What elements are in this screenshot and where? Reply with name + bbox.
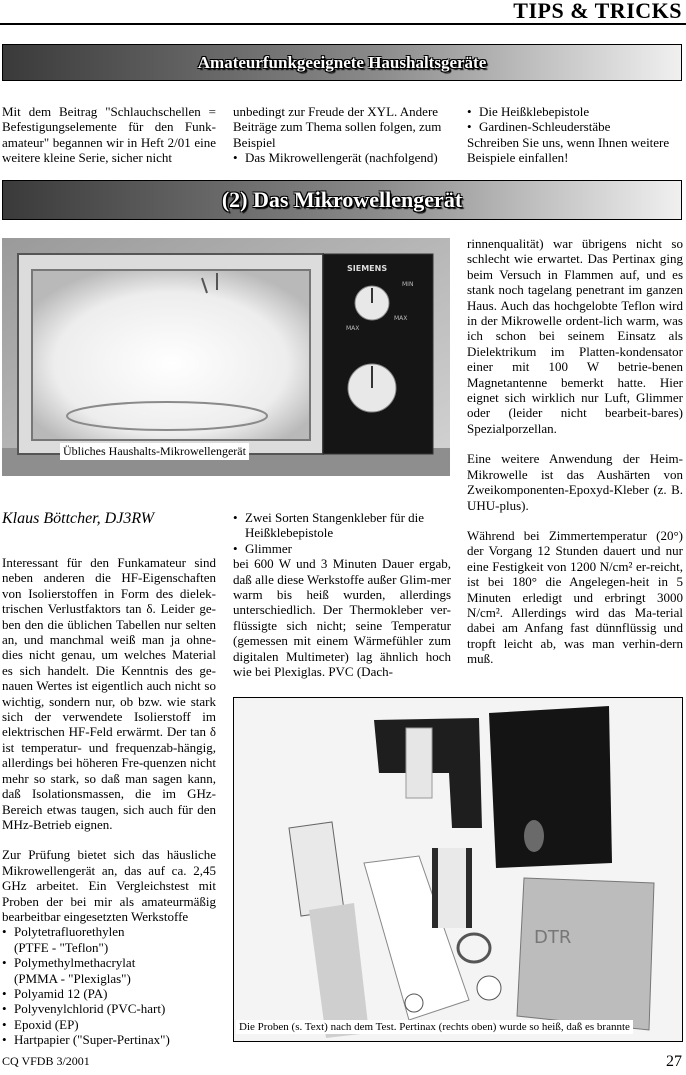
sample-marking: DTR xyxy=(534,927,572,948)
list-item: • Polyvenylchlorid (PVC-hart) xyxy=(2,1001,216,1016)
list-item: • Polymethylmethacrylat (PMMA - "Plexiglas") xyxy=(2,955,216,986)
paragraph: Zur Prüfung bietet sich das häusliche Mikrowellengerät an, das auf ca. 2,45 GHz arbeitet. Ein Vergleichstest mit Proben der bei mir als amateurmäßig bearbeitbar eingesetzten Werkstoffe xyxy=(2,847,216,924)
list-item: • Glimmer xyxy=(233,541,451,556)
intro-col-2 xyxy=(233,104,451,166)
svg-text:MAX: MAX xyxy=(394,315,408,322)
list-item: • Zwei Sorten Stangenkleber für die Heißklebepistole xyxy=(233,510,451,541)
list-item: • Epoxid (EP) xyxy=(2,1017,216,1032)
list-item: • Polytetrafluorethylen (PTFE - "Teflon") xyxy=(2,924,216,955)
intro-col-1 xyxy=(2,104,216,166)
svg-text:MAX: MAX xyxy=(346,325,360,332)
series-banner-title: Amateurfunkgeeignete Haushaltsgeräte xyxy=(197,53,487,72)
article-title: (2) Das Mikrowellengerät xyxy=(221,187,463,212)
intro-text: Mit dem Beitrag "Schlauchschellen = Befestigungselemente für den Funk-amateur" begannen wir in Heft 2/01 eine weitere kleine Serie, sicher nicht xyxy=(2,104,216,166)
samples-photo xyxy=(233,697,683,1042)
article-col-2 xyxy=(233,510,451,679)
paragraph: bei 600 W und 3 Minuten Dauer ergab, daß alle diese Werkstoffe außer Glim-mer warm bis heiß wurden, allerdings unterschiedlich. Der Thermokleber ver-flüssigte sich nicht; seine Temperatur (gemessen mit einem Wärmefühler zum digitalen Multimeter) lag ähnlich hoch wie bei Plexiglas. PVC (Dach- xyxy=(233,556,451,680)
article-banner xyxy=(2,180,682,220)
issue-label: CQ VFDB 3/2001 xyxy=(2,1054,90,1068)
section-title: TIPS & TRICKS xyxy=(513,0,682,23)
series-banner xyxy=(2,44,682,81)
paragraph: Eine weitere Anwendung der Heim-Mikrowelle ist das Aushärten von Zweikomponenten-Epoxyd-Kleber (z. B. UHU-plus). xyxy=(467,451,683,513)
svg-text:MIN: MIN xyxy=(402,281,414,288)
list-item: • Hartpapier ("Super-Pertinax") xyxy=(2,1032,216,1047)
intro-text-2: unbedingt zur Freude der XYL. Andere Beiträge zum Thema sollen folgen, zum Beispiel xyxy=(233,104,442,150)
list-item: • Gardinen-Schleuderstäbe xyxy=(467,119,683,134)
article-col-1 xyxy=(2,555,216,1048)
photo-caption: Die Proben (s. Text) nach dem Test. Pertinax (rechts oben) wurde so heiß, daß es brannte xyxy=(236,1020,633,1034)
list-item: • Polyamid 12 (PA) xyxy=(2,986,216,1001)
samples-image xyxy=(234,698,682,1041)
intro-text-3: Schreiben Sie uns, wenn Ihnen weitere Beispiele einfallen! xyxy=(467,134,670,166)
paragraph: rinnenqualität) war übrigens nicht so schlecht wie erwartet. Das Pertinax ging beim Versuch in Flammen auf, und es stank noch tagelang penetrant im ganzen Haus. Auch das hochgelobte Teflon wird in der Mikrowelle ordent-lich warm, was ich schon bei seinem Einsatz als Dielektrikum im Platten-kondensator einer mit 100 W betrie-benen Magnetantenne bemerkt hatte. Hier eignet sich wirklich nur Luft, Glimmer oder (leider nicht bearbeit-bares) Spezialporzellan. xyxy=(467,236,683,436)
brand-label: SIEMENS xyxy=(347,264,388,273)
paragraph: Interessant für den Funkamateur sind neben anderen die HF-Eigenschaften von Isolierstoffen in Form des dielek-trischen Verlustfaktors tan δ. Leider ge-ben den die üblichen Tabellen nur selten an, und manchmal weiß man ja ohne-dies nicht genau, um welches Material es sich handelt. Die Kenntnis des ge-nauen Wertes ist eigentlich auch nicht so wichtig, sondern nur, ob bzw. wie stark sich der verwendete Isolierstoff im elektrischen HF-Feld erwärmt. Der tan δ ist temperatur- und frequenzab-hängig, allerdings bei höheren Fre-quenzen nicht mehr so stark, so daß man sagen kann, daß Isolationsmassen, die im GHz-Bereich etwas taugen, sich auch für den MHz-Betrieb eignen. xyxy=(2,555,216,832)
paragraph: Während bei Zimmertemperatur (20°) der Vorgang 12 Stunden dauert und nur eine Festigkeit von 1200 N/cm² er-reicht, ist bei 180° die Angelegen-heit in 5 Minuten erledigt und erbringt 3000 N/cm². Allerdings wird das Ma-terial dabei am Anfang fast dünnflüssig und tropft leicht ab, was man verhin-dern muß. xyxy=(467,527,683,667)
microwave-image xyxy=(2,238,450,476)
header-rule xyxy=(0,23,686,25)
material-list xyxy=(2,924,216,1047)
author-name: Klaus Böttcher, DJ3RW xyxy=(2,510,155,527)
photo-caption: Übliches Haushalts-Mikrowellengerät xyxy=(60,443,249,460)
article-col-3 xyxy=(467,236,683,667)
page-number: 27 xyxy=(666,1053,682,1070)
list-item: • Das Mikrowellengerät (nachfolgend) xyxy=(233,150,451,165)
list-item: • Die Heißklebepistole xyxy=(467,104,683,119)
intro-col-3 xyxy=(467,104,683,166)
microwave-photo xyxy=(2,238,450,476)
